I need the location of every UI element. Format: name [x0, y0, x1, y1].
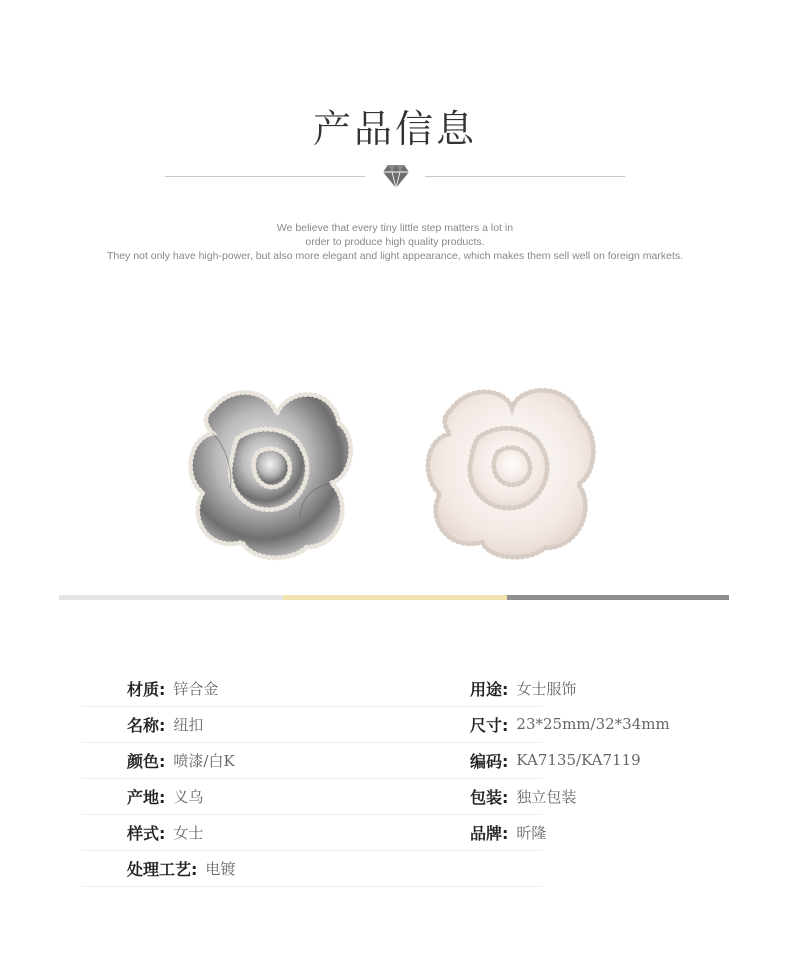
spec-label: 名称: — [127, 716, 166, 735]
spec-value: 锌合金 — [173, 680, 219, 698]
page-title: 产品信息 — [312, 107, 477, 151]
spec-value: 电镀 — [205, 860, 236, 878]
spec-value: 女士 — [173, 824, 204, 842]
spec-row-code — [470, 742, 645, 778]
color-bar-cream — [283, 595, 507, 600]
spec-label: 品牌: — [470, 823, 509, 843]
spec-value: 义乌 — [173, 788, 204, 806]
spec-row-usage — [470, 670, 645, 706]
spec-label: 样式: — [127, 824, 166, 843]
spec-row-size — [470, 706, 670, 742]
spec-value: 纽扣 — [173, 716, 204, 734]
spec-value: 昕隆 — [516, 823, 547, 842]
spec-label: 尺寸: — [470, 715, 509, 735]
tagline-line-2: order to produce high quality products. — [305, 236, 485, 248]
spec-label: 包装: — [470, 787, 509, 807]
color-bar-dark-gray — [507, 595, 729, 600]
spec-label: 颜色: — [127, 752, 166, 771]
spec-label: 用途: — [470, 679, 509, 699]
spec-value: 女士服饰 — [516, 679, 577, 698]
spec-row-process — [82, 851, 542, 887]
divider-left — [165, 176, 365, 177]
spec-row-packaging — [470, 778, 645, 814]
spec-label: 材质: — [127, 680, 166, 699]
tagline-line-1: We believe that every tiny little step matters a lot in — [276, 222, 514, 234]
spec-value: 独立包装 — [516, 787, 577, 806]
spec-value: KA7135/KA7119 — [516, 751, 641, 769]
spec-label: 编码: — [470, 751, 509, 771]
tagline-line-3: They not only have high-power, but also more elegant and light appearance, which makes them sell well on foreign markets. — [106, 250, 684, 262]
spec-label: 处理工艺: — [127, 860, 198, 879]
silver-camellia-button-image — [183, 378, 361, 564]
diamond-icon — [382, 163, 410, 189]
white-camellia-button-image — [420, 376, 602, 562]
divider-right — [425, 176, 625, 177]
spec-label: 产地: — [127, 788, 166, 807]
spec-row-brand — [470, 814, 645, 850]
spec-value: 喷漆/白K — [173, 752, 235, 770]
spec-value: 23*25mm/32*34mm — [516, 715, 670, 733]
color-bar-light-gray — [59, 595, 283, 600]
